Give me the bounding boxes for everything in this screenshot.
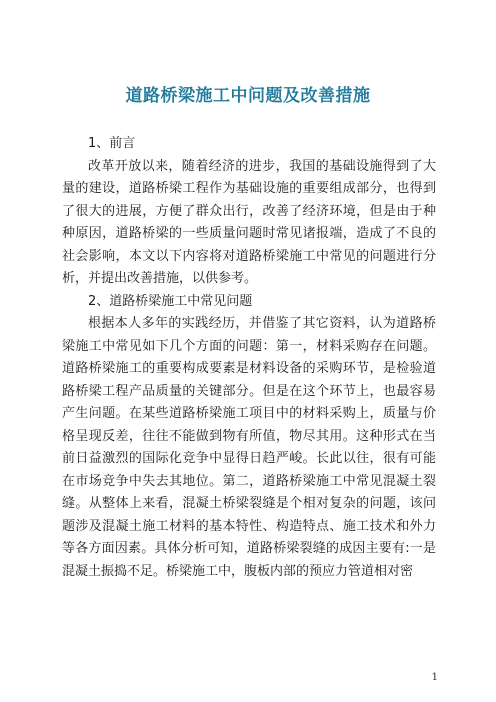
section-paragraph-intro: 改革开放以来，随着经济的进步，我国的基础设施得到了大量的建设，道路桥梁工程作为基础设施的重要组成部分，也得到了很大的进展，方便了群众出行，改善了经济环境，但是由于种种原因，道路桥梁的一些质量问题时常见诸报端，造成了不良的社会影响，本文以下内容将对道路桥梁施工中常见的问题进行分析，并提出改善措施，以供参考。 bbox=[62, 158, 436, 286]
document-body bbox=[62, 133, 436, 583]
document-title: 道路桥梁施工中问题及改善措施 bbox=[125, 86, 371, 106]
section-heading-intro: 1、前言 bbox=[88, 136, 136, 151]
section-paragraph-problems: 根据本人多年的实践经历，并借鉴了其它资料，认为道路桥梁施工中常见如下几个方面的问题：第一，材料采购存在问题。道路桥梁施工的重要构成要素是材料设备的采购环节，是检验道路桥梁工程产品质量的关键部分。但是在这个环节上，也最容易产生问题。在某些道路桥梁施工项目中的材料采购上，质量与价格呈现反差，往往不能做到物有所值，物尽其用。这种形式在当前日益激烈的国际化竞争中显得日趋严峻。长此以往，很有可能在市场竞争中失去其地位。第二，道路桥梁施工中常见混凝土裂缝。从整体上来看，混凝土桥梁裂缝是个相对复杂的问题，该问题涉及混凝土施工材料的基本特性、构造特点、施工技术和外力等各方面因素。具体分析可知，道路桥梁裂缝的成因主要有:一是混凝土振捣不足。桥梁施工中，腹板内部的预应力管道相对密 bbox=[62, 316, 436, 579]
page-number: 1 bbox=[431, 672, 438, 683]
section-heading-problems: 2、道路桥梁施工中常见问题 bbox=[88, 293, 253, 309]
